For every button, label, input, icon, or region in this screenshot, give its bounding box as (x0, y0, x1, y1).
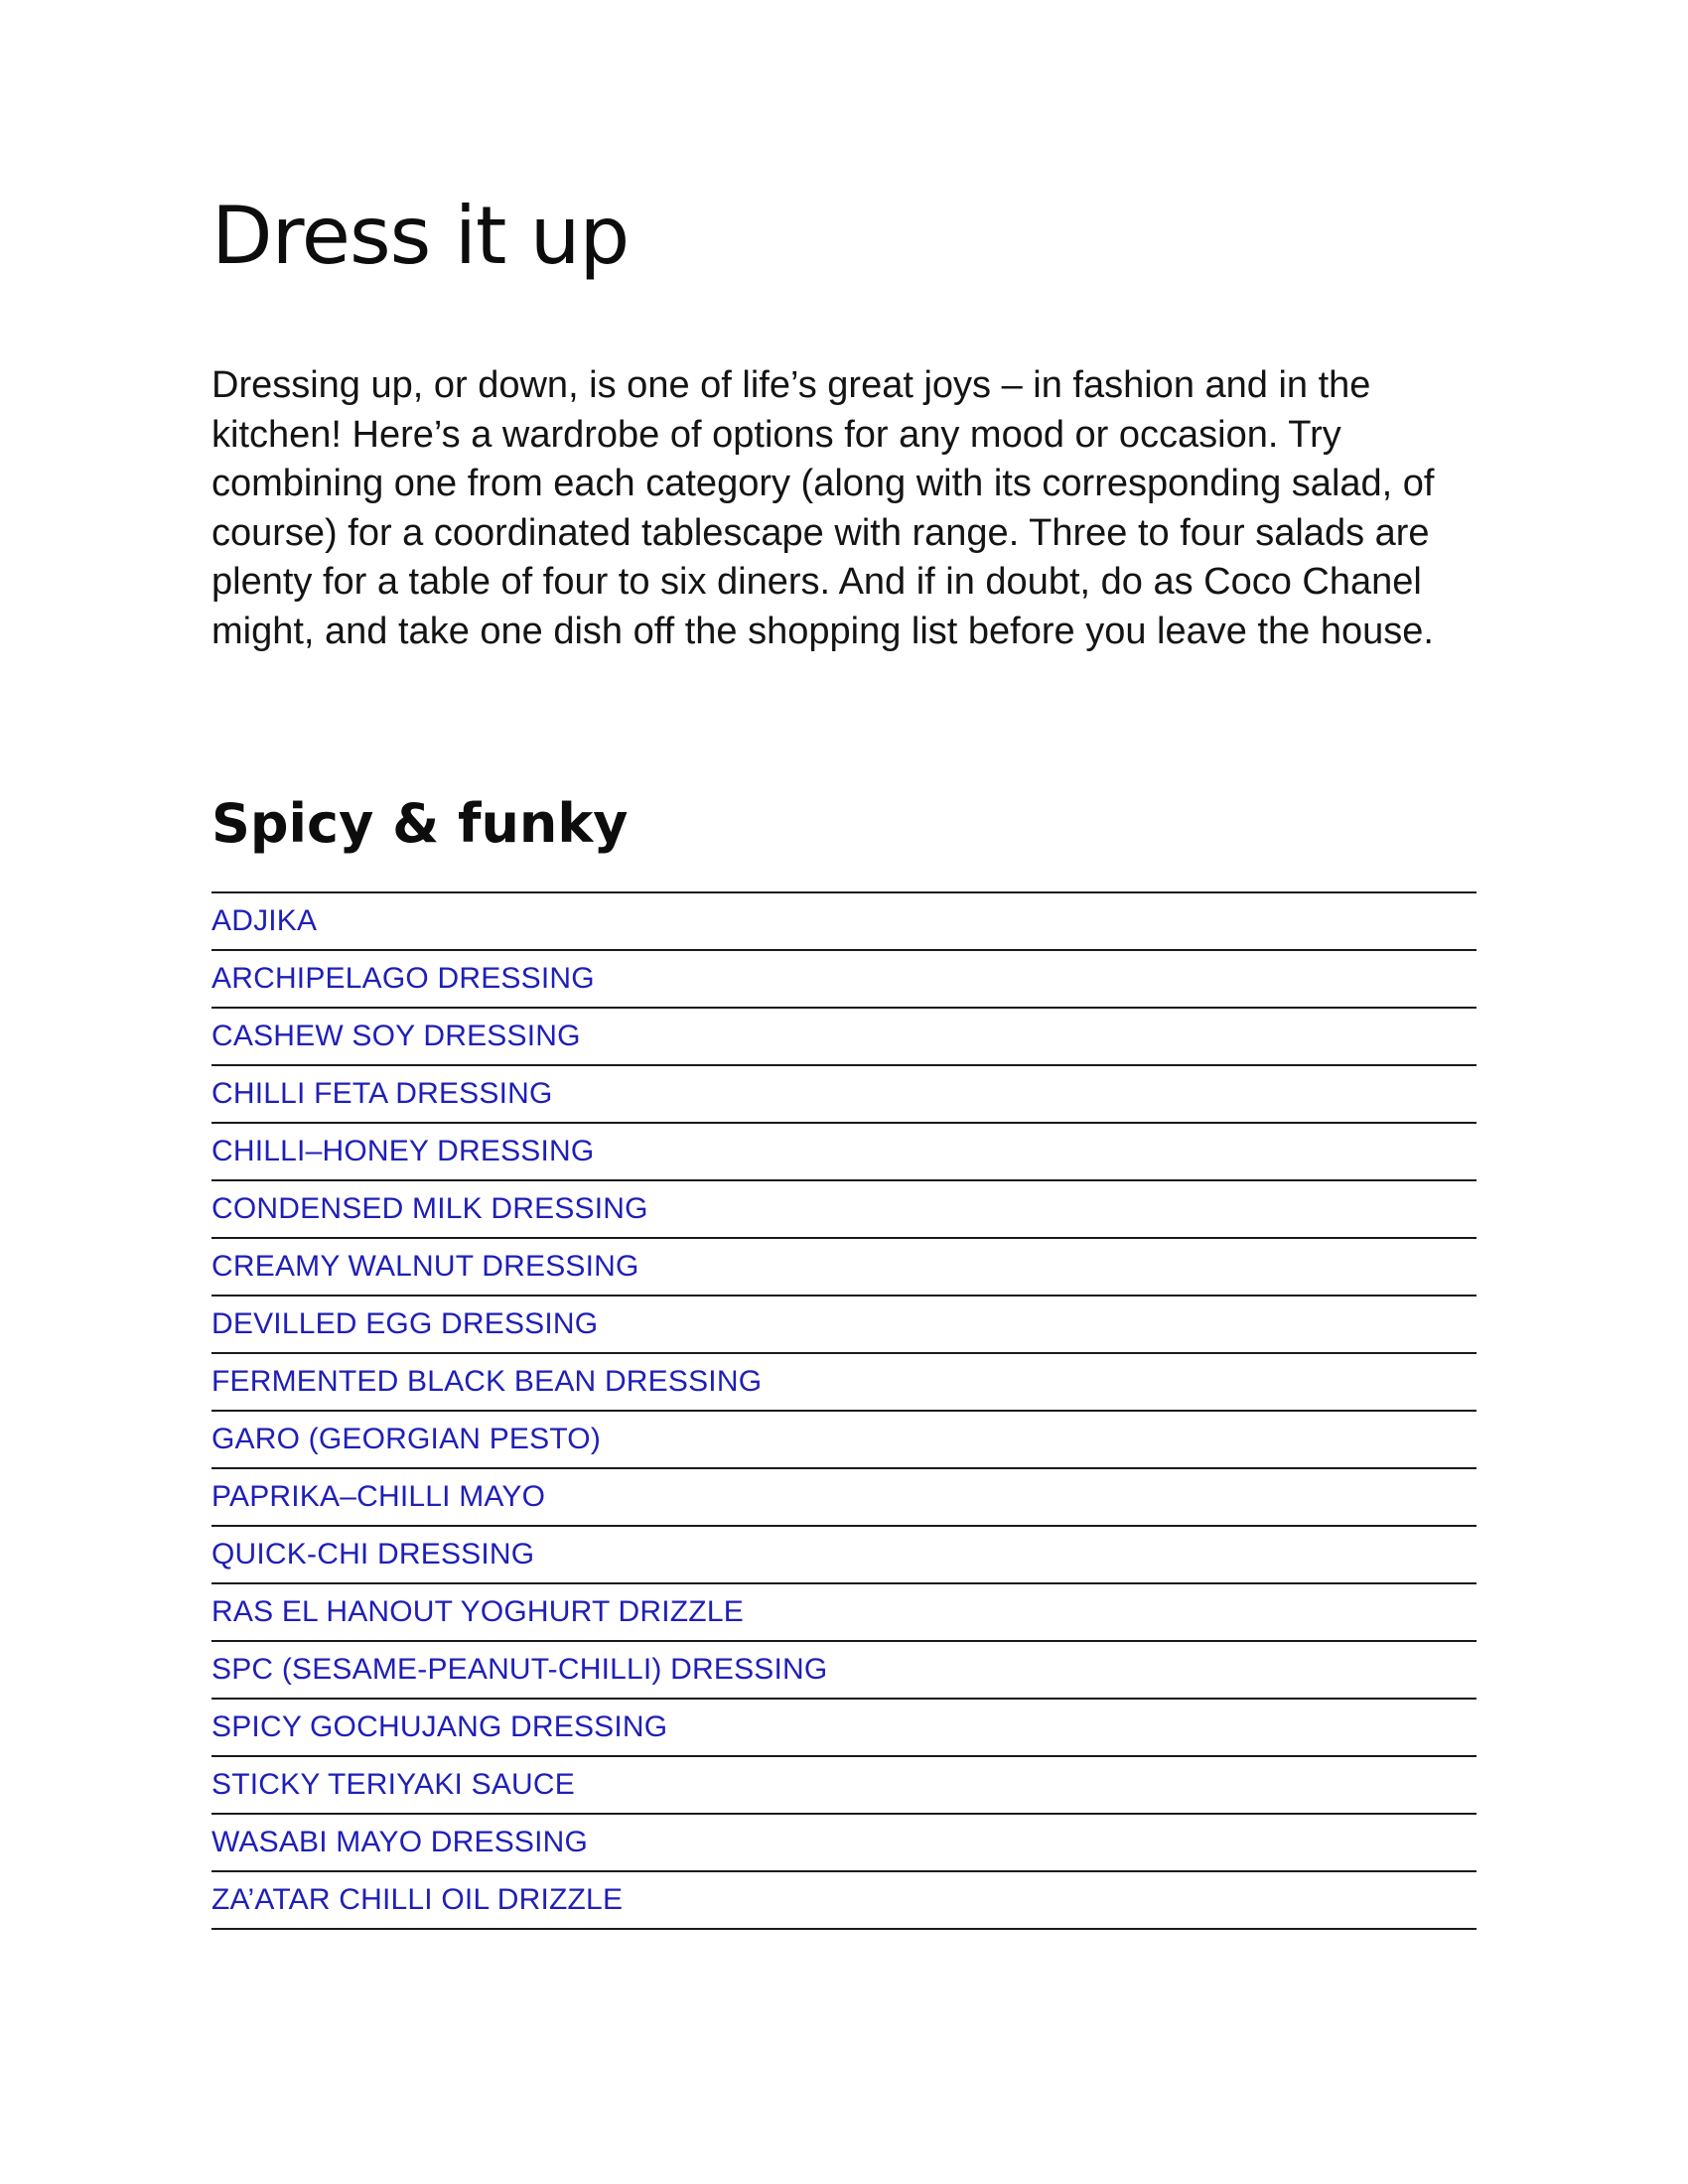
section-title: Spicy & funky (211, 792, 629, 855)
list-item (211, 1527, 1477, 1584)
list-item (211, 1872, 1477, 1930)
dressing-link[interactable]: DEVILLED EGG DRESSING (211, 1307, 599, 1340)
dressing-link[interactable]: GARO (GEORGIAN PESTO) (211, 1423, 602, 1455)
dressing-link[interactable]: ADJIKA (211, 904, 318, 937)
list-item (211, 1354, 1477, 1412)
list-item (211, 1066, 1477, 1124)
dressing-link[interactable]: RAS EL HANOUT YOGHURT DRIZZLE (211, 1595, 744, 1628)
list-item (211, 951, 1477, 1009)
list-item (211, 1469, 1477, 1527)
dressing-link[interactable]: SPC (SESAME-PEANUT-CHILLI) DRESSING (211, 1653, 828, 1686)
list-item (211, 1009, 1477, 1066)
dressing-link[interactable]: PAPRIKA–CHILLI MAYO (211, 1480, 546, 1513)
list-item (211, 1757, 1477, 1815)
dressing-link[interactable]: CHILLI FETA DRESSING (211, 1077, 553, 1110)
dressing-link[interactable]: WASABI MAYO DRESSING (211, 1826, 589, 1858)
intro-paragraph: Dressing up, or down, is one of life’s great joys – in fashion and in the kitchen! Here’s a wardrobe of options for any mood or occasion. Try combining one from each category (along with its corresponding salad, of course) for a coordinated tablescape with range. Three to four salads are plenty for a table of four to six diners. And if in doubt, do as Coco Chanel might, and take one dish off the shopping list before you leave the house. (211, 364, 1435, 652)
list-item (211, 1642, 1477, 1700)
list-item (211, 1700, 1477, 1757)
list-item (211, 1124, 1477, 1181)
dressing-link[interactable]: CASHEW SOY DRESSING (211, 1020, 581, 1052)
dressing-link[interactable]: QUICK-CHI DRESSING (211, 1538, 535, 1570)
list-item (211, 1584, 1477, 1642)
dressing-link[interactable]: STICKY TERIYAKI SAUCE (211, 1768, 575, 1801)
dressing-link[interactable]: CREAMY WALNUT DRESSING (211, 1250, 639, 1283)
dressing-link[interactable]: CONDENSED MILK DRESSING (211, 1192, 648, 1225)
list-item (211, 1297, 1477, 1354)
list-item (211, 1412, 1477, 1469)
list-item (211, 1815, 1477, 1872)
dressing-link[interactable]: ARCHIPELAGO DRESSING (211, 962, 595, 995)
dressing-link[interactable]: SPICY GOCHUJANG DRESSING (211, 1710, 668, 1743)
list-item (211, 1181, 1477, 1239)
list-item (211, 893, 1477, 951)
dressing-link[interactable]: FERMENTED BLACK BEAN DRESSING (211, 1365, 763, 1398)
dressing-link-list (211, 891, 1477, 1930)
list-item (211, 1239, 1477, 1297)
dressing-link[interactable]: ZA’ATAR CHILLI OIL DRIZZLE (211, 1883, 624, 1916)
dressing-link[interactable]: CHILLI–HONEY DRESSING (211, 1135, 595, 1167)
page-title: Dress it up (211, 190, 630, 282)
